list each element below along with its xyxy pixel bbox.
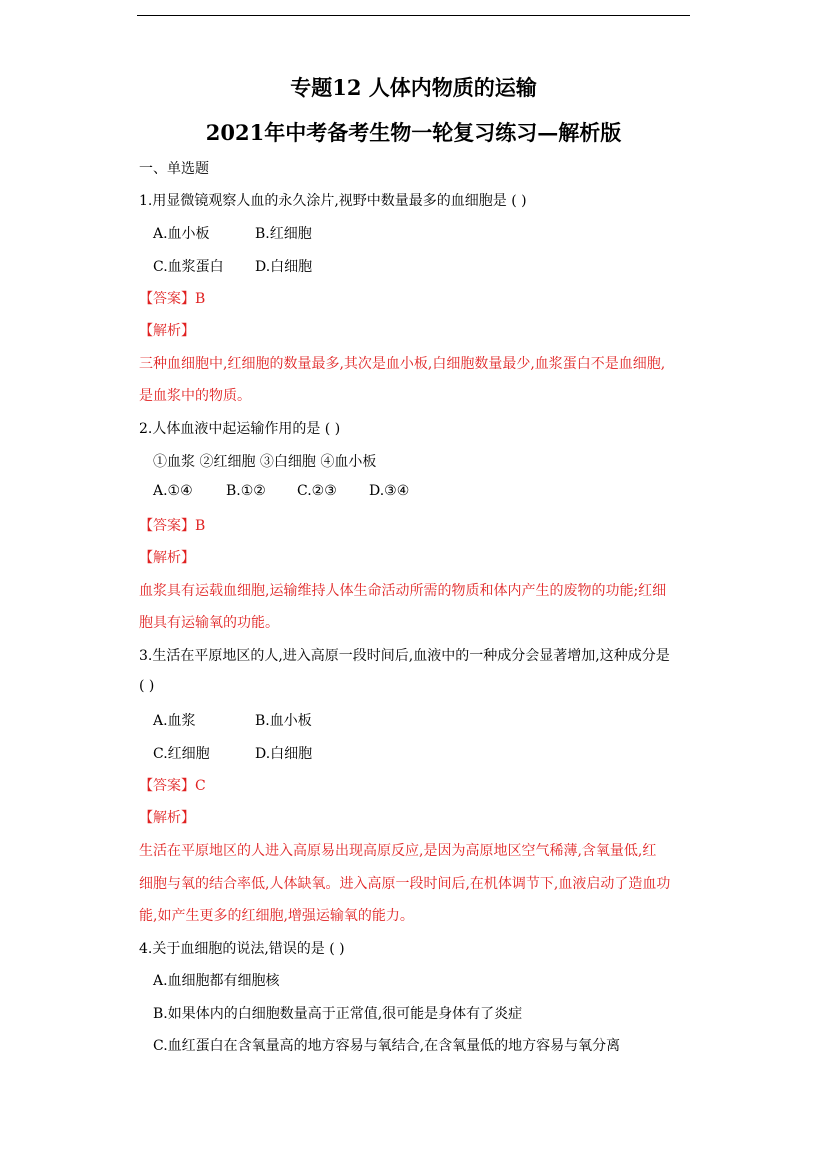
header-rule: [137, 15, 690, 16]
q3-analysis-label: 【解析】: [139, 810, 195, 826]
q3-option-d: D.白细胞: [255, 746, 313, 762]
q1-option-b: B.红细胞: [255, 226, 312, 242]
q2-analysis-line: 血浆具有运载血细胞,运输维持人体生命活动所需的物质和体内产生的废物的功能;红细: [139, 583, 667, 599]
q3-answer: 【答案】C: [139, 778, 206, 794]
q2-answer: 【答案】B: [139, 518, 206, 534]
q4-option-c: C.血红蛋白在含氧量高的地方容易与氧结合,在含氧量低的地方容易与氧分离: [153, 1038, 621, 1054]
q1-option-c: C.血浆蛋白: [153, 259, 224, 275]
q3-option-b: B.血小板: [255, 713, 312, 729]
q1-option-a: A.血小板: [153, 226, 210, 242]
q2-option-c: C.②③: [297, 483, 337, 499]
q3-stem: 3.生活在平原地区的人,进入高原一段时间后,血液中的一种成分会显著增加,这种成分是: [139, 648, 670, 664]
q1-analysis-label: 【解析】: [139, 323, 195, 339]
q1-stem: 1.用显微镜观察人血的永久涂片,视野中数量最多的血细胞是 ( ): [139, 193, 527, 209]
q1-analysis-line: 是血浆中的物质。: [139, 388, 251, 404]
q2-option-a: A.①④: [153, 483, 193, 499]
q2-analysis-line: 胞具有运输氧的功能。: [139, 615, 279, 631]
doc-subtitle: 2021年中考备考生物一轮复习练习—解析版: [205, 120, 622, 145]
section-heading: 一、单选题: [139, 161, 209, 177]
doc-title: 专题12 人体内物质的运输: [290, 75, 537, 100]
q3-option-a: A.血浆: [153, 713, 196, 729]
q1-analysis-line: 三种血细胞中,红细胞的数量最多,其次是血小板,白细胞数量最少,血浆蛋白不是血细胞,: [139, 356, 666, 372]
q3-option-c: C.红细胞: [153, 746, 210, 762]
q2-option-d: D.③④: [369, 483, 410, 499]
q4-option-b: B.如果体内的白细胞数量高于正常值,很可能是身体有了炎症: [153, 1006, 523, 1022]
q2-analysis-label: 【解析】: [139, 550, 195, 566]
q1-option-d: D.白细胞: [255, 259, 313, 275]
q3-stem-cont: ( ): [139, 678, 155, 694]
q4-option-a: A.血细胞都有细胞核: [153, 973, 280, 989]
q2-stem: 2.人体血液中起运输作用的是 ( ): [139, 421, 341, 437]
q3-analysis-line: 细胞与氧的结合率低,人体缺氧。进入高原一段时间后,在机体调节下,血液启动了造血功: [139, 876, 671, 892]
q1-answer: 【答案】B: [139, 291, 206, 307]
q4-stem: 4.关于血细胞的说法,错误的是 ( ): [139, 941, 345, 957]
q3-analysis-line: 能,如产生更多的红细胞,增强运输氧的能力。: [139, 908, 414, 924]
q3-analysis-line: 生活在平原地区的人进入高原易出现高原反应,是因为高原地区空气稀薄,含氧量低,红: [139, 843, 657, 859]
q2-items: ①血浆 ②红细胞 ③白细胞 ④血小板: [153, 454, 377, 470]
q2-option-b: B.①②: [226, 483, 266, 499]
